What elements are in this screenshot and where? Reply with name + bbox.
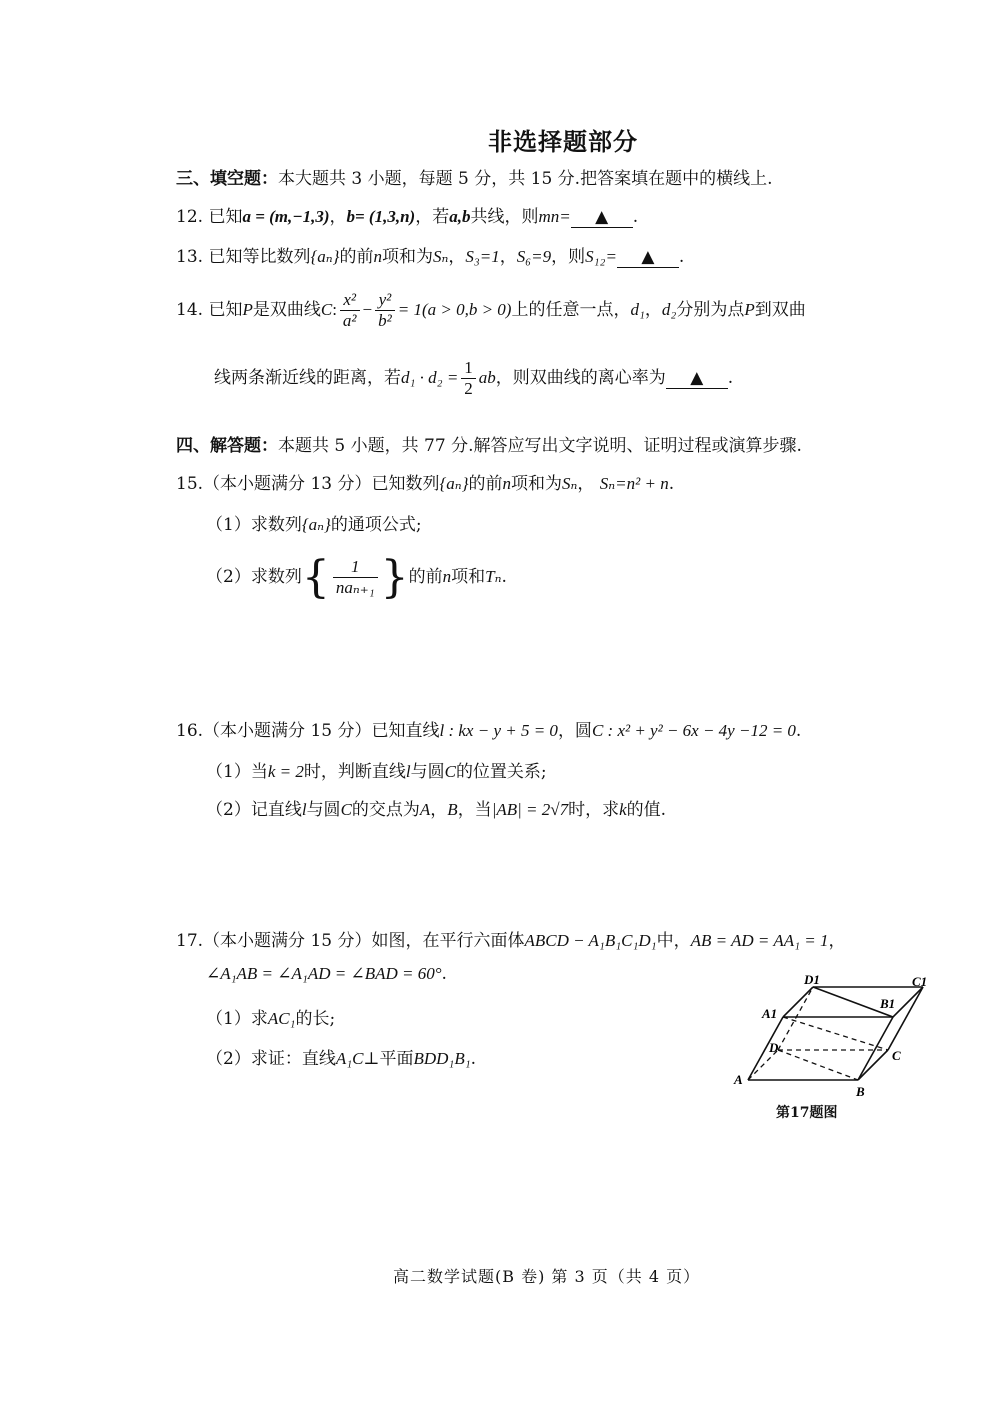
q12-answer-blank[interactable]: ▲ xyxy=(571,207,633,228)
q15-text3: 项和为 xyxy=(511,474,562,494)
q17-p2-plane: BDD₁B₁ xyxy=(413,1049,471,1068)
q15-p2-text3: 项和 xyxy=(451,567,486,587)
question-16-part-2: （2）记直线l与圆C的交点为A，B，当|AB| = 2√7时，求k的值. xyxy=(206,800,667,820)
q16-p2-a: A xyxy=(419,800,431,819)
q14-prod: d₁ · d₂ = xyxy=(401,368,459,387)
q13-s12: S₁₂= xyxy=(585,247,617,266)
q16-p1-text2: 时，判断直线 xyxy=(303,762,406,782)
q17-p2-end: . xyxy=(470,1049,477,1069)
q12-text-post: 共线，则 xyxy=(470,207,539,227)
q15-right-brace: } xyxy=(380,552,409,603)
q12-ab: a,b xyxy=(449,207,471,226)
q16-p1-label: （1） xyxy=(206,762,251,782)
q16-p2-b: B xyxy=(447,800,458,819)
q15-p2-end: . xyxy=(501,567,507,587)
question-13: 13. 已知等比数列{aₙ}的前n项和为Sₙ，S₃=1，S₆=9，则S₁₂= ▲ . xyxy=(176,247,685,267)
q13-text2: 的前 xyxy=(339,247,374,267)
question-17-part-1 xyxy=(206,1004,335,1029)
q14-d2: d₂ xyxy=(661,300,677,319)
q12-number: 12. xyxy=(176,207,204,227)
label-c: C xyxy=(892,1048,901,1063)
q16-number: 16. xyxy=(176,721,204,741)
label-c1: C1 xyxy=(912,974,928,989)
section-4-label: 四、解答题： xyxy=(176,436,278,456)
question-14-line2 xyxy=(214,358,733,399)
q14-d1: d₁ xyxy=(630,300,645,319)
q16-circle-eq: C : x² + y² − 6x − 4y −12 = 0 xyxy=(591,721,796,740)
q16-p2-ab: |AB| = 2√7 xyxy=(491,800,569,819)
q16-p2-text2: 与圆 xyxy=(306,800,341,820)
q15-number: 15. xyxy=(176,474,204,494)
question-15: 15.（本小题满分 13 分）已知数列{aₙ}的前n项和为Sₙ， Sₙ=n² + n. xyxy=(176,474,675,494)
figure-caption: 第17题图 xyxy=(776,1105,838,1121)
q16-p2-text6: 的值. xyxy=(626,800,667,820)
page-footer: 高二数学试题(B 卷) 第 3 页（共 4 页） xyxy=(393,1267,701,1286)
q17-p2-perp: ⊥ xyxy=(363,1049,380,1068)
q14-number: 14. xyxy=(176,300,204,320)
q17-p2-a1c: A₁C xyxy=(335,1049,364,1068)
q13-n: n xyxy=(373,247,382,266)
q13-sn: Sₙ xyxy=(432,247,449,266)
q15-p2-n: n xyxy=(442,567,452,586)
q16-p1-text3: 与圆 xyxy=(410,762,445,782)
q15-p2-tn: Tₙ xyxy=(485,567,502,586)
label-a1: A1 xyxy=(762,1006,778,1021)
q16-p1-k: k = 2 xyxy=(267,762,304,781)
q14-text4: 分别为点 xyxy=(676,300,745,320)
q14-p: P xyxy=(242,300,253,319)
question-14: 14. 已知P是双曲线C: $\frac{\text{x²}}{\text{a²}}$ − $\frac{\text{y²}}{\text{b²}}$ = 1(a > 0,b > 0)上的任意一点，d₁，d₂分别为点P到双曲 xyxy=(176,290,806,330)
label-b: B xyxy=(856,1084,865,1099)
q15-p1-text2: 的通项公式; xyxy=(330,515,422,535)
q15-n: n xyxy=(502,474,511,493)
question-17-part-2 xyxy=(206,1044,476,1069)
q12-text-mid: ，若 xyxy=(415,207,450,227)
q16-p2-label: （2） xyxy=(206,800,251,820)
q14-c: C xyxy=(320,300,333,319)
q15-text1: 已知数列 xyxy=(371,474,440,494)
q13-text: 已知等比数列 xyxy=(208,247,311,267)
q16-end: . xyxy=(795,721,802,741)
q16-text1: 已知直线 xyxy=(371,721,440,741)
q12-ask: mn= xyxy=(538,207,571,226)
q14-half: $\frac{1}{2}$ xyxy=(461,358,476,399)
q14-text3: 上的任意一点， xyxy=(511,300,631,320)
q13-answer-blank[interactable]: ▲ xyxy=(617,247,679,268)
section-3-label: 三、填空题： xyxy=(176,169,278,189)
section-3-desc: 本大题共 3 小题，每题 5 分，共 15 分.把答案填在题中的横线上. xyxy=(278,169,773,189)
q17-solid: ABCD − A₁B₁C₁D₁ xyxy=(524,931,657,950)
q15-p1-text1: 求数列 xyxy=(250,515,302,535)
q12-text: 已知 xyxy=(208,207,243,227)
q17-p1-text2: 的长; xyxy=(295,1009,336,1029)
q15-end: . xyxy=(668,474,675,494)
q14-text1: 已知 xyxy=(208,300,243,320)
q16-p1-text1: 当 xyxy=(250,762,268,782)
q16-p2-text1: 记直线 xyxy=(250,800,302,820)
label-d: D xyxy=(769,1040,779,1055)
q16-p2-text3: 的交点为 xyxy=(351,800,420,820)
q12-vector-b: b= (1,3,n) xyxy=(346,207,416,226)
q13-text3: 项和为 xyxy=(381,247,433,267)
q16-p2-text5: 时，求 xyxy=(568,800,620,820)
diag-a1c xyxy=(783,1017,888,1050)
q16-line-eq: l : kx − y + 5 = 0 xyxy=(439,721,558,740)
q14-text5: 到双曲 xyxy=(754,300,806,320)
parallelepiped-figure xyxy=(728,972,938,1102)
q16-p2-k: k xyxy=(619,800,627,819)
edge-bb1 xyxy=(858,1017,893,1080)
q15-p2-text1: 求数列 xyxy=(250,567,302,587)
q14-ab: ab xyxy=(478,368,496,387)
q17-lengths: AB = AD = AA₁ = 1 xyxy=(690,931,829,950)
q15-p1-seq: {aₙ} xyxy=(301,515,331,534)
question-15-part-2 xyxy=(206,552,507,603)
q17-score: （本小题满分 15 分） xyxy=(203,931,372,951)
section-3-heading xyxy=(176,164,773,189)
label-d1: D1 xyxy=(804,972,820,987)
question-16 xyxy=(176,716,801,741)
q16-p1-text4: 的位置关系; xyxy=(455,762,547,782)
q14-answer-blank[interactable]: ▲ xyxy=(666,368,728,389)
q17-p2-label: （2） xyxy=(206,1049,251,1069)
q15-p2-frac: $\frac{1}{\text{naₙ₊₁}}$ xyxy=(333,557,378,598)
q12-end: . xyxy=(632,207,639,227)
q16-p2-text4: ，当 xyxy=(457,800,492,820)
q13-s6: S₆=9 xyxy=(516,247,552,266)
q16-p1-l: l xyxy=(405,762,411,781)
q17-end: . xyxy=(441,964,447,984)
q17-text2: 中， xyxy=(656,931,691,951)
q17-p1-label: （1） xyxy=(206,1009,251,1029)
q17-angles: ∠A₁AB = ∠A₁AD = ∠BAD = 60° xyxy=(206,964,442,983)
q15-p1-label: （1） xyxy=(206,515,251,535)
q14-line2-text2: ，则双曲线的离心率为 xyxy=(495,368,666,388)
q12-vector-a: a = (m,−1,3) xyxy=(242,207,330,226)
question-17: 17.（本小题满分 15 分）如图，在平行六面体ABCD − A₁B₁C₁D₁中，AB = AD = AA₁ = 1， xyxy=(176,931,846,951)
section-4-heading xyxy=(176,431,802,456)
q14-line2-text1: 线两条渐近线的距离，若 xyxy=(214,368,401,388)
q16-score: （本小题满分 15 分） xyxy=(203,721,372,741)
label-a: A xyxy=(734,1072,743,1087)
q17-text1: 如图，在平行六面体 xyxy=(371,931,525,951)
question-16-part-1 xyxy=(206,757,547,782)
question-12: 12. 已知a = (m,−1,3)，b= (1,3,n)，若a,b共线，则mn= ▲ . xyxy=(176,207,639,227)
q17-p2-text2: 平面 xyxy=(379,1049,414,1069)
diag-db xyxy=(778,1050,858,1080)
q17-number: 17. xyxy=(176,931,204,951)
section-4-desc: 本题共 5 小题，共 77 分.解答应写出文字说明、证明过程或演算步骤. xyxy=(278,436,802,456)
q13-seq: {aₙ} xyxy=(310,247,340,266)
q16-p2-l: l xyxy=(301,800,307,819)
q15-formula: Sₙ=n² + n xyxy=(599,474,669,493)
q17-p1-text1: 求 xyxy=(250,1009,268,1029)
q16-p2-c: C xyxy=(340,800,352,819)
q15-p2-label: （2） xyxy=(206,567,251,587)
q15-text2: 的前 xyxy=(468,474,503,494)
q14-cond: = 1(a > 0,b > 0) xyxy=(397,300,512,319)
q15-p2-text2: 的前 xyxy=(408,567,443,587)
q14-frac-y: $\frac{\text{y²}}{\text{b²}}$ xyxy=(375,290,395,331)
q14-frac-x: $\frac{\text{x²}}{\text{a²}}$ xyxy=(340,290,360,331)
edge-dd1 xyxy=(778,987,813,1050)
q17-p2-text1: 求证：直线 xyxy=(250,1049,336,1069)
q17-p1-ac1: AC₁ xyxy=(267,1009,296,1028)
q13-s3: S₃=1 xyxy=(465,247,500,266)
edge-a1d1 xyxy=(783,987,813,1017)
q14-text2: 是双曲线 xyxy=(252,300,321,320)
q13-end: . xyxy=(678,247,685,267)
label-b1: B1 xyxy=(880,996,896,1011)
q13-number: 13. xyxy=(176,247,204,267)
q15-seq: {aₙ} xyxy=(439,474,469,493)
q15-left-brace: { xyxy=(301,552,330,603)
question-17-angles xyxy=(206,964,447,984)
q14-end: . xyxy=(727,368,734,388)
page-title: 非选择题部分 xyxy=(488,127,638,156)
question-15-part-1 xyxy=(206,510,422,535)
q15-score: （本小题满分 13 分） xyxy=(203,474,372,494)
q16-text2: ，圆 xyxy=(557,721,592,741)
q13-text4: ，则 xyxy=(551,247,586,267)
q16-p1-c: C xyxy=(444,762,456,781)
q15-sn: Sₙ xyxy=(562,474,578,493)
q14-p2: P xyxy=(744,300,755,319)
